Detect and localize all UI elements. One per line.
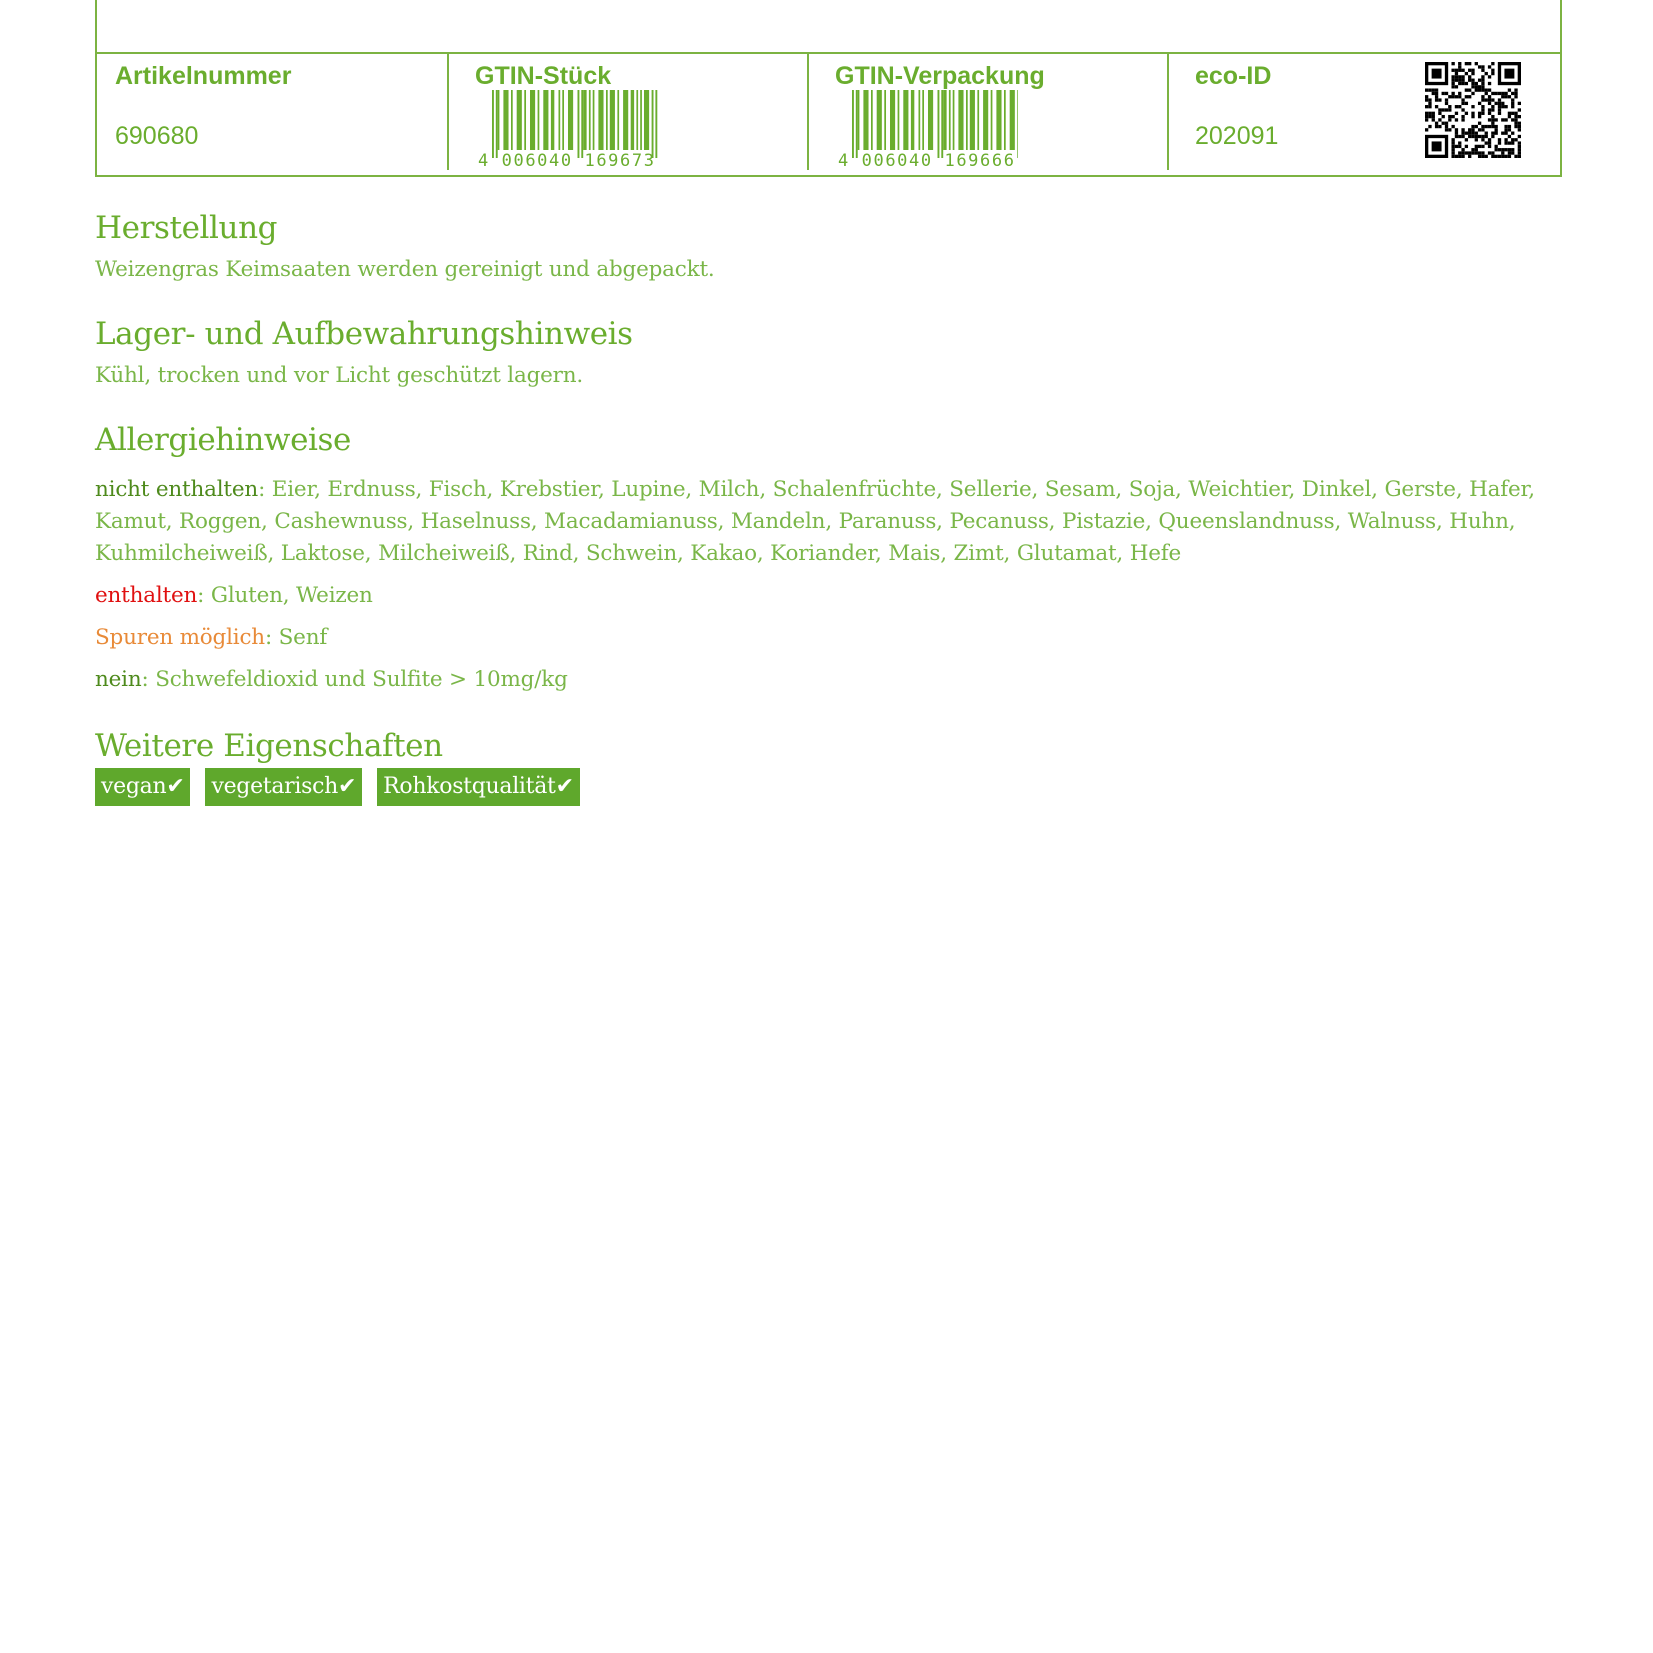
contained-label: enthalten (95, 583, 198, 608)
badge-raw-quality: Rohkostqualität✔ (377, 768, 580, 806)
storage-heading: Lager- und Aufbewahrungshinweis (95, 316, 633, 352)
not-contained-label: nicht enthalten (95, 477, 259, 502)
badge-vegetarian: vegetarisch✔ (205, 768, 362, 806)
article-number-label: Artikelnummer (115, 62, 292, 90)
badge-vegan: vegan✔ (95, 768, 190, 806)
gtin-package-barcode (838, 90, 1018, 158)
product-info-table (95, 0, 1562, 177)
properties-heading: Weitere Eigenschaften (95, 728, 443, 764)
allergens-not-contained-line: nicht enthalten: Eier, Erdnuss, Fisch, Krebstier, Lupine, Milch, Schalenfrüchte, Sellerie, Sesam, Soja, Weichtier, Dinkel, Gerste, Hafer, (95, 477, 1535, 502)
column-divider (1167, 54, 1169, 170)
property-badges (95, 768, 580, 806)
allergens-not-contained-line: Kuhmilcheiweiß, Laktose, Milcheiweiß, Rind, Schwein, Kakao, Koriander, Mais, Zimt, Glutamat, Hefe (95, 541, 1182, 566)
traces-values: Senf (278, 625, 328, 650)
allergens-contained: enthalten: Gluten, Weizen (95, 583, 373, 608)
article-number-value: 690680 (115, 122, 199, 150)
production-heading: Herstellung (95, 210, 278, 246)
storage-text: Kühl, trocken und vor Licht geschützt lagern. (95, 363, 584, 388)
gtin-piece-barcode (478, 90, 658, 158)
allergens-not-contained-line: Kamut, Roggen, Cashewnuss, Haselnuss, Macadamianuss, Mandeln, Paranuss, Pecanuss, Pistazie, Queenslandnuss, Walnuss, Huhn, (95, 509, 1516, 534)
allergens-heading: Allergiehinweise (95, 422, 351, 458)
no-label: nein (95, 667, 142, 692)
eco-id-value: 202091 (1195, 122, 1279, 150)
gtin-piece-digits: 4 006040 169673 (478, 151, 656, 171)
column-divider (447, 54, 449, 170)
production-text: Weizengras Keimsaaten werden gereinigt und abgepackt. (95, 257, 715, 282)
eco-id-label: eco-ID (1195, 62, 1272, 90)
allergens-traces: Spuren möglich: Senf (95, 625, 328, 650)
traces-label: Spuren möglich (95, 625, 265, 650)
gtin-package-digits: 4 006040 169666 (838, 151, 1016, 171)
gtin-package-label: GTIN-Verpackung (835, 62, 1045, 90)
qr-code (1425, 62, 1521, 158)
not-contained-values: Eier, Erdnuss, Fisch, Krebstier, Lupine, Milch, Schalenfrüchte, Sellerie, Sesam, Soja, Weichtier, Dinkel, Gerste, Hafer, (271, 477, 1535, 502)
column-divider (807, 54, 809, 170)
table-divider (97, 52, 1560, 54)
no-values: Schwefeldioxid und Sulfite > 10mg/kg (155, 667, 568, 692)
contained-values: Gluten, Weizen (210, 583, 373, 608)
allergens-not-contained (95, 474, 1565, 570)
gtin-piece-label: GTIN-Stück (475, 62, 612, 90)
allergens-no: nein: Schwefeldioxid und Sulfite > 10mg/kg (95, 667, 568, 692)
